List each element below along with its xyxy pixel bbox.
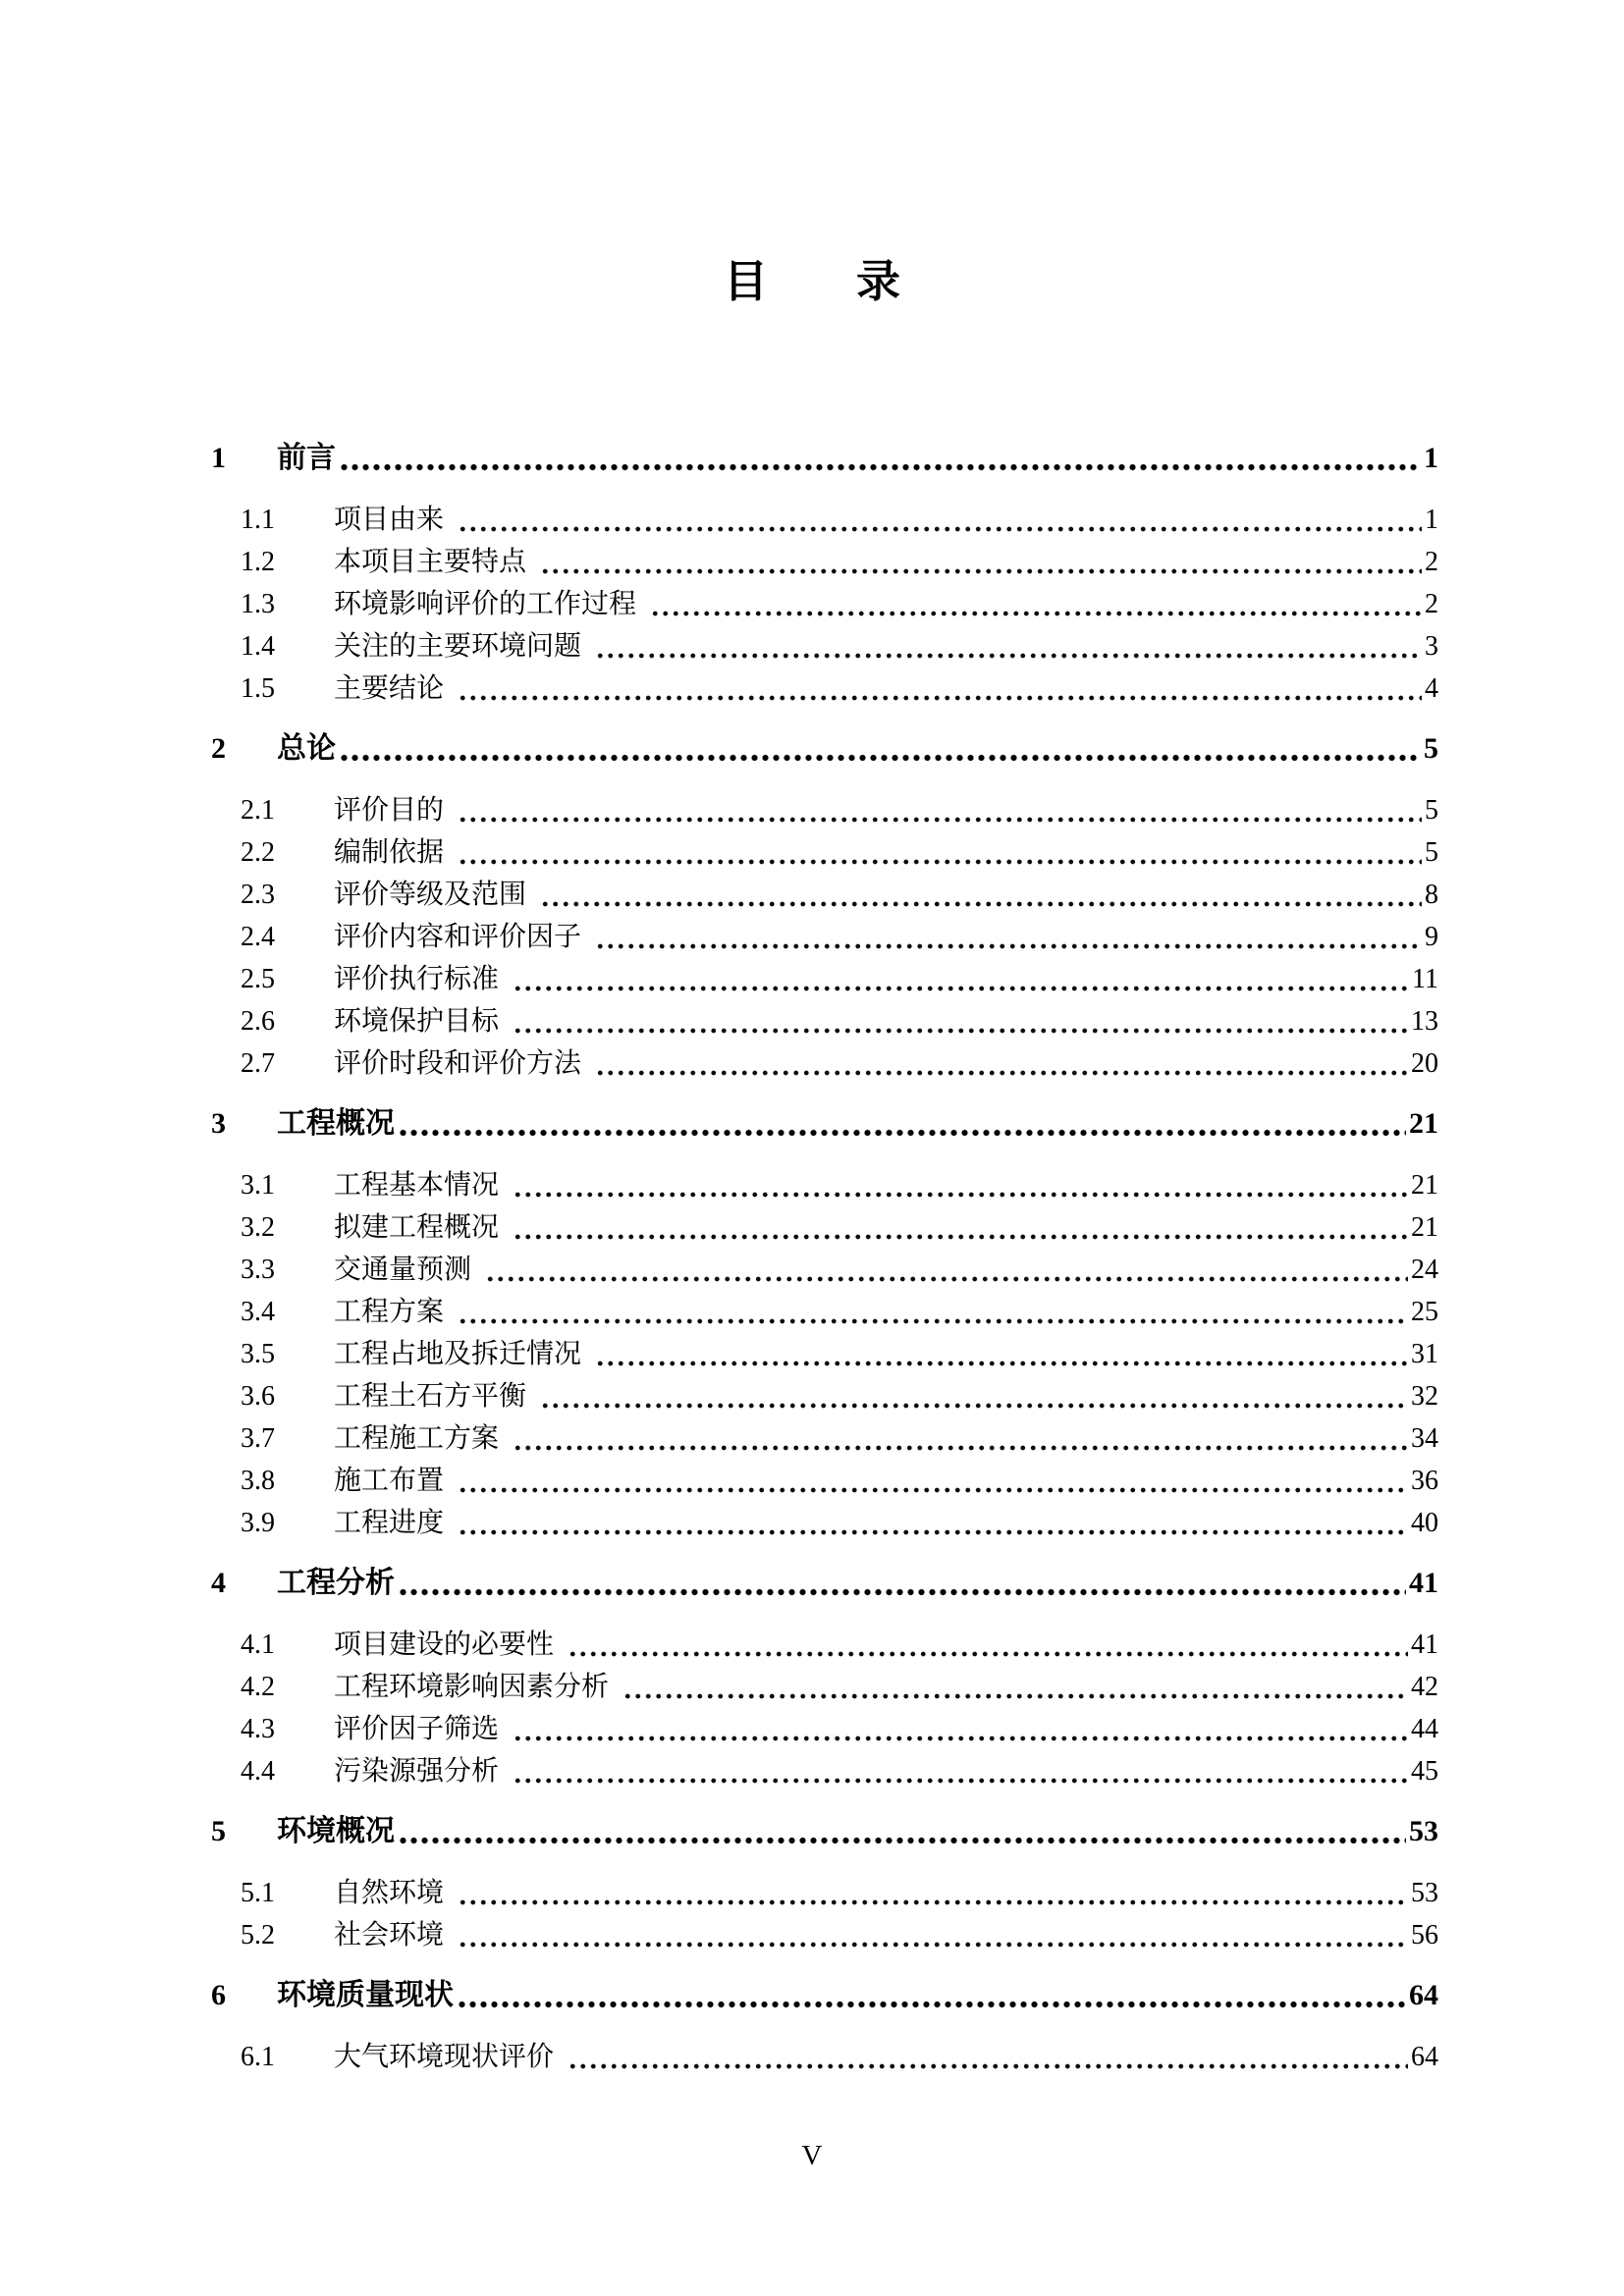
toc-subsection-row	[211, 2036, 1438, 2078]
dot-leader-icon	[458, 1938, 1408, 1951]
toc-entry-page: 34	[1411, 1423, 1438, 1454]
dot-leader-icon	[513, 1024, 1408, 1038]
dot-leader-icon	[458, 1896, 1408, 1909]
toc-entry-title: 评价内容和评价因子	[334, 922, 582, 952]
toc-subsection-row	[211, 583, 1438, 625]
toc-entry-title: 评价因子筛选	[334, 1714, 500, 1744]
dot-leader-icon	[595, 1357, 1408, 1370]
toc-subsection-row	[211, 1872, 1438, 1914]
toc-entry-title: 环境质量现状	[277, 1979, 454, 2011]
dot-leader-icon	[339, 751, 1421, 765]
toc-entry-title: 工程分析	[277, 1567, 395, 1599]
toc-entry-title: 评价执行标准	[334, 964, 500, 994]
toc-entry-title: 工程基本情况	[334, 1170, 500, 1201]
toc-entry-title: 工程方案	[334, 1297, 445, 1327]
toc-entry-number: 4	[211, 1567, 226, 1599]
toc-entry-title: 本项目主要特点	[334, 547, 527, 577]
dot-leader-icon	[595, 1066, 1408, 1080]
toc-entry-page: 64	[1409, 1979, 1438, 2011]
dot-leader-icon	[398, 1834, 1406, 1847]
toc-entry-number: 2.3	[241, 880, 275, 910]
toc-entry-number: 1.3	[241, 589, 275, 619]
dot-leader-icon	[458, 1483, 1408, 1497]
toc-subsection-row	[211, 1502, 1438, 1544]
toc-entry-number: 2.4	[241, 922, 275, 952]
toc-entry-title: 交通量预测	[334, 1255, 472, 1285]
dot-leader-icon	[568, 2059, 1408, 2073]
toc-entry-title: 社会环境	[334, 1920, 445, 1950]
toc-entry-title: 工程占地及拆迁情况	[334, 1339, 582, 1369]
toc-entry-page: 24	[1411, 1255, 1438, 1285]
toc-entry-page: 53	[1409, 1815, 1438, 1847]
dot-leader-icon	[398, 1585, 1406, 1599]
toc-entry-number: 4.4	[241, 1756, 275, 1787]
toc-entry-number: 3	[211, 1107, 226, 1140]
toc-entry-title: 自然环境	[334, 1878, 445, 1908]
toc-entry-title: 项目建设的必要性	[334, 1629, 555, 1660]
toc-entry-page: 2	[1425, 547, 1438, 577]
toc-entry-page: 42	[1411, 1672, 1438, 1702]
toc-subsection-row	[211, 1164, 1438, 1206]
dot-leader-icon	[623, 1689, 1408, 1703]
toc-entry-page: 4	[1425, 673, 1438, 704]
toc-entry-title: 总论	[277, 732, 336, 765]
toc-entry-title: 工程环境影响因素分析	[334, 1672, 610, 1702]
dot-leader-icon	[568, 1647, 1408, 1661]
dot-leader-icon	[513, 1732, 1408, 1745]
dot-leader-icon	[513, 1230, 1408, 1244]
toc-entry-number: 1.2	[241, 547, 275, 577]
toc-entry-number: 1	[211, 442, 226, 474]
toc-entry-number: 5	[211, 1815, 226, 1847]
toc-entry-page: 36	[1411, 1466, 1438, 1496]
toc-entry-title: 工程概况	[277, 1107, 395, 1140]
toc-entry-number: 3.8	[241, 1466, 275, 1496]
toc-entry-page: 25	[1411, 1297, 1438, 1327]
toc-section-row	[211, 1974, 1438, 2016]
toc-entry-page: 41	[1409, 1567, 1438, 1599]
toc-entry-page: 32	[1411, 1381, 1438, 1412]
dot-leader-icon	[540, 564, 1422, 578]
dot-leader-icon	[457, 1998, 1406, 2011]
toc-entry-page: 53	[1411, 1878, 1438, 1908]
toc-entry-page: 13	[1411, 1006, 1438, 1037]
toc-entry-number: 3.1	[241, 1170, 275, 1201]
toc-subsection-row	[211, 499, 1438, 541]
dot-leader-icon	[513, 1774, 1408, 1788]
toc-entry-number: 6.1	[241, 2042, 275, 2072]
toc-entry-page: 21	[1411, 1212, 1438, 1243]
toc-subsection-row	[211, 1460, 1438, 1502]
toc-entry-page: 5	[1425, 837, 1438, 868]
toc-entry-number: 2.5	[241, 964, 275, 994]
toc-subsection-row	[211, 1206, 1438, 1249]
toc-entry-number: 3.7	[241, 1423, 275, 1454]
page-title: 目 录	[723, 257, 900, 306]
toc-entry-title: 污染源强分析	[334, 1756, 500, 1787]
toc-entry-page: 3	[1425, 631, 1438, 662]
toc-entry-number: 3.4	[241, 1297, 275, 1327]
toc-entry-title: 编制依据	[334, 837, 445, 868]
toc-entry-title: 大气环境现状评价	[334, 2042, 555, 2072]
toc-entry-title: 环境保护目标	[334, 1006, 500, 1037]
toc-subsection-row	[211, 1708, 1438, 1750]
toc-entry-page: 1	[1425, 505, 1438, 535]
toc-subsection-row	[211, 916, 1438, 958]
toc-entry-number: 3.2	[241, 1212, 275, 1243]
dot-leader-icon	[540, 1399, 1408, 1413]
toc-entry-page: 9	[1425, 922, 1438, 952]
toc-entry-page: 11	[1412, 964, 1438, 994]
toc-entry-number: 1.1	[241, 505, 275, 535]
dot-leader-icon	[458, 813, 1422, 827]
toc-section-row	[211, 1562, 1438, 1604]
toc-entry-title: 关注的主要环境问题	[334, 631, 582, 662]
toc-subsection-row	[211, 1914, 1438, 1956]
toc-entry-title: 工程进度	[334, 1508, 445, 1538]
toc-subsection-row	[211, 1000, 1438, 1042]
toc-entry-page: 5	[1424, 732, 1438, 765]
toc-entry-number: 1.5	[241, 673, 275, 704]
toc-entry-number: 2.6	[241, 1006, 275, 1037]
toc-subsection-row	[211, 831, 1438, 874]
dot-leader-icon	[540, 897, 1422, 911]
toc-entry-number: 6	[211, 1979, 226, 2011]
toc-entry-number: 4.1	[241, 1629, 275, 1660]
dot-leader-icon	[458, 1314, 1408, 1328]
toc-section-row	[211, 437, 1438, 479]
toc-entry-title: 环境概况	[277, 1815, 395, 1847]
dot-leader-icon	[513, 1441, 1408, 1455]
toc-entry-number: 5.1	[241, 1878, 275, 1908]
dot-leader-icon	[398, 1126, 1406, 1140]
toc-entry-number: 2.7	[241, 1048, 275, 1079]
toc-entry-page: 20	[1411, 1048, 1438, 1079]
toc-entry-title: 评价等级及范围	[334, 880, 527, 910]
dot-leader-icon	[650, 607, 1422, 620]
toc-entry-title: 项目由来	[334, 505, 445, 535]
toc-subsection-row	[211, 1333, 1438, 1375]
toc-entry-page: 8	[1425, 880, 1438, 910]
toc-section-row	[211, 1810, 1438, 1852]
toc-entry-title: 工程土石方平衡	[334, 1381, 527, 1412]
toc-subsection-row	[211, 1249, 1438, 1291]
toc-entry-page: 31	[1411, 1339, 1438, 1369]
toc-entry-number: 3.5	[241, 1339, 275, 1369]
toc-entry-number: 3.3	[241, 1255, 275, 1285]
toc-entry-page: 21	[1409, 1107, 1438, 1140]
toc-subsection-row	[211, 958, 1438, 1000]
toc-entry-title: 前言	[277, 442, 336, 474]
toc-entry-page: 21	[1411, 1170, 1438, 1201]
toc-entry-number: 2	[211, 732, 226, 765]
toc-entry-page: 45	[1411, 1756, 1438, 1787]
toc-section-row	[211, 727, 1438, 770]
toc-entry-page: 40	[1411, 1508, 1438, 1538]
toc-entry-page: 41	[1411, 1629, 1438, 1660]
toc-entry-number: 3.9	[241, 1508, 275, 1538]
toc-entry-number: 4.3	[241, 1714, 275, 1744]
toc-section-row	[211, 1102, 1438, 1145]
toc-subsection-row	[211, 1624, 1438, 1666]
toc-entry-number: 2.2	[241, 837, 275, 868]
dot-leader-icon	[513, 982, 1409, 995]
toc-entry-page: 44	[1411, 1714, 1438, 1744]
dot-leader-icon	[458, 691, 1422, 705]
dot-leader-icon	[595, 649, 1422, 663]
toc-entry-number: 2.1	[241, 795, 275, 826]
toc-subsection-row	[211, 874, 1438, 916]
toc-entry-title: 环境影响评价的工作过程	[334, 589, 637, 619]
toc-subsection-row	[211, 667, 1438, 710]
toc-subsection-row	[211, 789, 1438, 831]
toc-entry-title: 拟建工程概况	[334, 1212, 500, 1243]
toc-entry-page: 64	[1411, 2042, 1438, 2072]
toc-entry-page: 1	[1424, 442, 1438, 474]
toc-entry-title: 评价目的	[334, 795, 445, 826]
toc-entry-page: 2	[1425, 589, 1438, 619]
toc-subsection-row	[211, 625, 1438, 667]
dot-leader-icon	[513, 1188, 1408, 1201]
toc-entry-page: 5	[1425, 795, 1438, 826]
toc-entry-page: 56	[1411, 1920, 1438, 1950]
toc-entry-number: 3.6	[241, 1381, 275, 1412]
toc-subsection-row	[211, 1417, 1438, 1460]
toc-list	[211, 437, 1438, 2078]
dot-leader-icon	[458, 1525, 1408, 1539]
toc-entry-number: 1.4	[241, 631, 275, 662]
dot-leader-icon	[458, 522, 1422, 536]
dot-leader-icon	[595, 939, 1422, 953]
dot-leader-icon	[339, 460, 1421, 474]
toc-entry-number: 4.2	[241, 1672, 275, 1702]
toc-subsection-row	[211, 1375, 1438, 1417]
toc-entry-title: 评价时段和评价方法	[334, 1048, 582, 1079]
toc-subsection-row	[211, 1750, 1438, 1792]
toc-subsection-row	[211, 1291, 1438, 1333]
footer-page-number: V	[801, 2140, 823, 2171]
toc-entry-number: 5.2	[241, 1920, 275, 1950]
toc-subsection-row	[211, 1042, 1438, 1085]
toc-entry-title: 工程施工方案	[334, 1423, 500, 1454]
toc-entry-title: 主要结论	[334, 673, 445, 704]
toc-subsection-row	[211, 541, 1438, 583]
toc-entry-title: 施工布置	[334, 1466, 445, 1496]
dot-leader-icon	[485, 1272, 1408, 1286]
toc-subsection-row	[211, 1666, 1438, 1708]
dot-leader-icon	[458, 855, 1422, 869]
